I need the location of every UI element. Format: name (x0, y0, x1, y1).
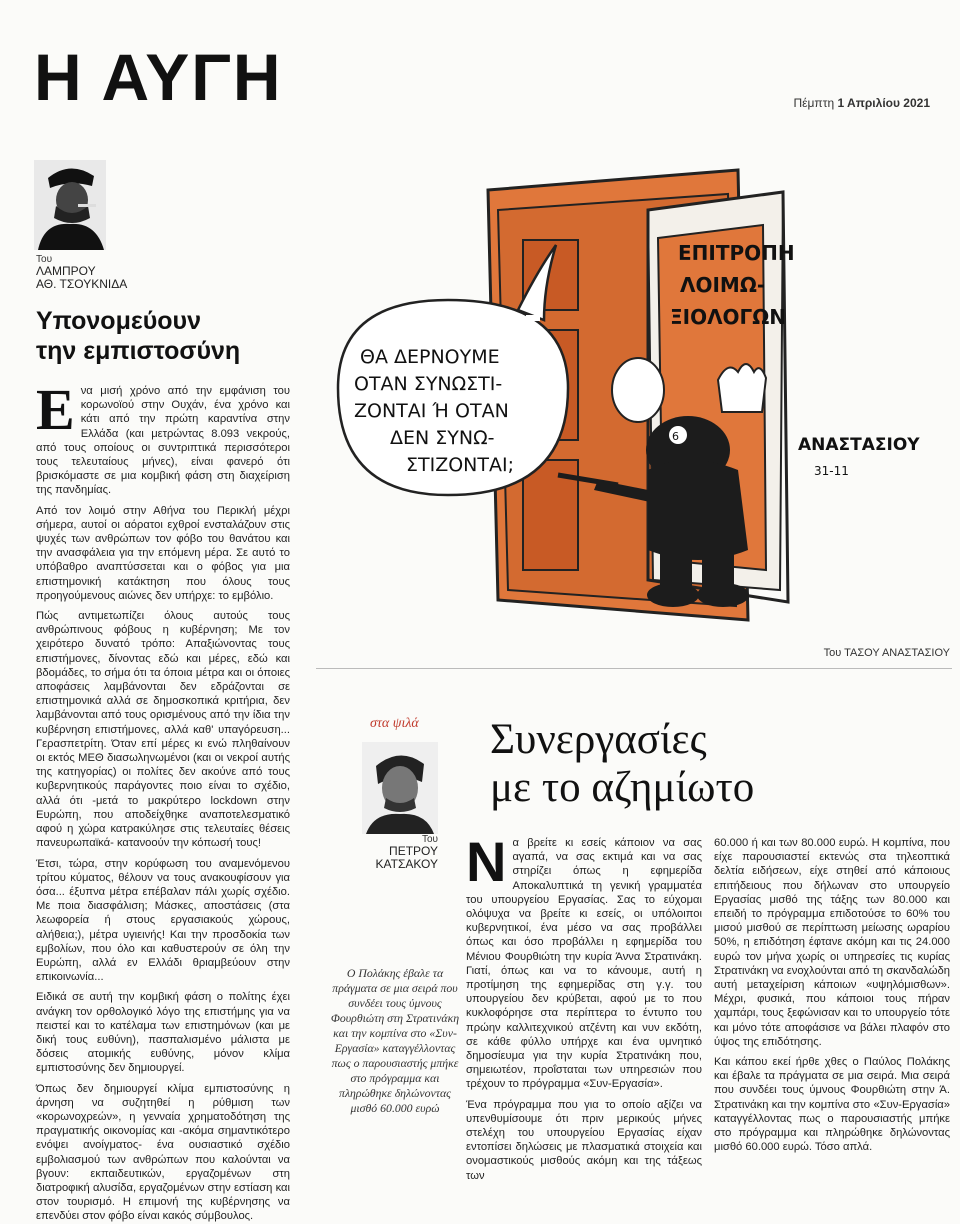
door-sign-line1: ΕΠΙΤΡΟΠΗ (678, 241, 795, 265)
author-first: ΠΕΤΡΟΥ (389, 844, 438, 858)
bubble-line2: ΟΤΑΝ ΣΥΝΩΣΤΙ- (354, 373, 503, 395)
section-divider (316, 668, 952, 669)
date-weekday: Πέμπτη (793, 96, 835, 110)
author-first: ΛΑΜΠΡΟΥ (36, 264, 96, 278)
author-photo-tsouknidas (34, 160, 106, 250)
author-byline-1 (36, 254, 127, 291)
author-last: ΑΘ. ΤΣΟΥΚΝΙΔΑ (36, 277, 128, 291)
political-cartoon (318, 150, 950, 650)
article-body-2-right (714, 836, 950, 1186)
author-last: ΚΑΤΣΑΚΟΥ (375, 857, 438, 871)
door-sign-line2: ΛΟΙΜΩ- (680, 273, 766, 297)
masthead-title: Η ΑΥΓΗ (34, 40, 283, 114)
dropcap: Ε (36, 377, 75, 442)
svg-text:6: 6 (672, 430, 679, 443)
paragraph: Ένα πρόγραμμα που για το οποίο αξίζει να υπενθυμίσουμε ότι πριν μερικούς μήνες στελέχη του υπουργείου Εργασίας είχαν εντοπίσει δηλώσεις με πλασματικά στοιχεία και ονομαστικούς μισθούς ακόμη και της τάξεως των (466, 1098, 702, 1182)
peeking-head (612, 358, 664, 422)
paragraph: Ενα μισή χρόνο από την εμφάνιση του κορωνοϊού στην Ουχάν, ένα χρόνο και κάτι από την πρώτη καραντίνα στην Ελλάδα (και μετρώντας 8.093 νεκρούς, από τους οποίους οι συντριπτικά περισσότεροι τους τελευταίους μήνες), είναι φανερό ότι βρισκόμαστε σε μια κομβική φάση στη διαχείριση της πανδημίας. (36, 377, 290, 497)
paragraph: Έτσι, τώρα, στην κορύφωση του αναμενόμενου τρίτου κύματος, θέλουν να τους ανακουφίσουν για όσα... έξυπνα μέτρα επέβαλαν πάλι χωρίς σχέδιο. Με ποια διασφάλιση; Μάσκες, αποστάσεις (στα λεωφορεία ή στους εργασιακούς χώρους, αλήθεια;), μέτρα υγιεινής! Και την προσδοκία των εμβολίων, που όλο και καθυστερούν σε όλη την Ευρώπη, αλλά εν Ελλάδι θριαμβεύουν στην επικοινωνία... (36, 857, 290, 984)
paragraph: 60.000 ή και των 80.000 ευρώ. Η κομπίνα, που είχε παρουσιαστεί εκτενώς στα τηλεοπτικά δελτία ειδήσεων, είχε στηθεί από κάποιους επιτήδειους που δήλωναν στο υπουργείο Εργασίας μισθό της τάξης των 80.000 και επειδή το πρόγραμμα επιδοτούσε το 60% του μισού μισθού σε περίπτωση μείωσης ωραρίου 50%, η επιδότηση έφτανε ακόμη και τις 24.000 ευρώ τον μήνα χωρίς οι υπηρεσίες τις κυρίας Στρατινάκη να ενοχλούνται από τη σκανδαλώδη αυτή μεταχείριση κάποιων «υψηλόμισθων». Μέχρι, φυσικά, που κάποιοι τους πήραν χαμπάρι, τους ξεφώνισαν και το υπουργείο τότε και μόνο τότε αποφάσισε να βάλει πλαφόν στο ύψος της επιδότησης. (714, 837, 950, 1048)
door-sign-line3: ΞΙΟΛΟΓΩΝ (670, 305, 787, 329)
title2-line2: με το αζημίωτο (490, 764, 755, 811)
column-rubric: στα ψιλά (370, 716, 419, 731)
paragraph: Ειδικά σε αυτή την κομβική φάση ο πολίτης έχει ανάγκη τον ορθολογικό λόγο της επιστήμης για να πειστεί και το κατέλαμα των επιστημόνων (και με δική τους ευθύνη), πασπαλισμένο μάλιστα με δόσεις ατομικής ευθύνης, μόνον κλίμα εμπιστοσύνης δεν δημιουργεί. (36, 991, 290, 1075)
pull-quote: Ο Πολάκης έβαλε τα πράγματα σε μια σειρά που συνδέει τους ύμνους Φουρθιώτη στη Στρατινάκη και την κομπίνα στο «Συν-Εργασία» καταγγέλλοντας πως ο παρουσιαστής μπήκε στο πρόγραμμα και πληρώθηκε δηλώνοντας μισθό 60.000 ευρώ (330, 966, 460, 1115)
bubble-line4: ΔΕΝ ΣΥΝΩ- (390, 427, 495, 449)
title1-line2: την εμπιστοσύνη (36, 337, 241, 365)
article-title-2 (490, 716, 754, 812)
hand-icon (718, 364, 766, 412)
author-byline-2 (370, 834, 438, 871)
bubble-line5: ΣΤΙΖΟΝΤΑΙ; (406, 454, 515, 476)
author-photo-katsakos (362, 742, 438, 834)
paragraph: Από τον λοιμό στην Αθήνα του Περικλή μέχρι σήμερα, αυτοί οι αόρατοι εχθροί ενσταλάζουν στις ψυχές των ανθρώπων τον φόβο του θανάτου και την ανασφάλεια για την επόμενη μέρα. Σε αυτό το υπόβαθρο αναπτύσσεται και ο φόβος για μια επιστημονική κατάκτηση που όλους τους προηγούμενους αιώνες δεν υπήρχε: το εμβόλιο. (36, 504, 290, 602)
date-full: 1 Απριλίου 2021 (837, 96, 930, 110)
cartoon-signature-date: 31-11 (814, 464, 849, 478)
paragraph: Όπως δεν δημιουργεί κλίμα εμπιστοσύνης η άρνηση να συζητηθεί η ρύθμιση των «κορωνοχρεών», η γενναία χρηματοδότηση της πραγματικής οικονομίας και -ακόμα σημαντικότερο ενόψει ανοίγματος- ένα ουσιαστικό σχέδιο εμβολιασμού των ανθρώπων που καλούνται να βγουν: εκπαιδευτικών, εργαζομένων στη διατροφική αλυσίδα, εργαζομένων στην εστίαση και στον τουρισμό. Η επιμονή της κυβέρνησης να επενδύει στον φόβο είναι κακός σύμβουλος. (36, 1082, 290, 1223)
cartoon-signature: ΑΝΑΣΤΑΣΙΟΥ (798, 435, 920, 455)
credit-name: ΤΑΣΟΥ ΑΝΑΣΤΑΣΙΟΥ (844, 647, 950, 659)
cartoon-credit (824, 647, 950, 659)
title1-line1: Υπονομεύουν (36, 307, 202, 335)
credit-by: Του (823, 647, 842, 659)
article-body-2-left (466, 830, 702, 1186)
title2-line1: Συνεργασίες (490, 716, 707, 763)
by-label: Του (36, 254, 53, 265)
article-title-1 (36, 306, 286, 366)
paragraph: Να βρείτε κι εσείς κάποιον να σας αγαπά, να σας εκτιμά και να σας στηρίζει όπως η εφημερίδα Αποκαλυπτικά τη γενική γραμματέα του υπουργείου Εργασίας. Σας το εύχομαι ολόψυχα να βρείτε κι εσείς, οι υπόλοιποι κυβερνητικοί, ένα μέσο να σας προβάλλει όπως και όσο προβάλλει η εφημερίδα του Μένιου Φουρθιώτη την κυρία Άννα Στρατινάκη. Γιατί, όπως και να το κάνουμε, αυτή η προτίμηση της εφημερίδας στη γ.γ. του υπουργείου δεν κρύβεται, αφού με το που κυκλοφόρησε στα περίπτερα το έντυπο του πρώην καλλιτεχνικού ατζέντη και νυν εκδότη, σε κάθε φύλλο υπήρχε και ένα υμνητικό δημοσίευμα για την κυρία Στρατινάκη που, σημειωτέον, προΐσταται των υπηρεσιών που τρέχουν το πρόγραμμα «Συν-Εργασία». (466, 830, 702, 1091)
paragraph: Πώς αντιμετωπίζει όλους αυτούς τους ανθρώπινους φόβους η κυβέρνηση; Με τον χειρότερο δυνατό τρόπο: Απαξιώνοντας τους επιστήμονες, δίνοντας εδώ και μέρες, εδώ και βδομάδες, το σήμα ότι τα όποια μέτρα και οι όποιες αποφάσεις λαμβάνονται δεν εδράζονται σε επιστημονικά αλλά σε δημοσκοπικά κριτήρια, δεν λαμβάνονται από τους ορισμένους από την ίδια την κυβέρνηση επιστήμονες, αλλά καθ' υπαγόρευση... Γερασπετρίτη. Όταν επί μέρες κι ενώ πληθαίνουν οι εκτός ΜΕΘ διασωληνωμένοι (και οι νεκροί αυτής της κατηγορίας) οι πολίτες δεν ακούνε από τους κυβερνητικούς παράγοντες ποιο είναι το σχέδιο, αλλά ότι -μετά το μακρύτερο lockdown στην Ευρώπη, που αποδείχθηκε αναποτελεσματικό αφού η χώρα κατρακύλησε στις τελευταίες θέσεις πανευρωπαϊκά- κατανοούν την κόπωσή τους! (36, 610, 290, 850)
issue-date (794, 96, 931, 110)
article-body-1 (36, 377, 290, 1223)
dropcap: Ν (466, 830, 507, 893)
paragraph: Και κάπου εκεί ήρθε χθες ο Παύλος Πολάκης και έβαλε τα πράγματα σε μια σειρά. Μια σειρά που συνδέει τους ύμνους Φουρθιώτη στην Ά. Στρατινάκη και την κομπίνα στο «Συν-Εργασία» καταγγέλλοντας πως ο παρουσιαστής μπήκε στο πρόγραμμα και πληρώθηκε δηλώνοντας μισθό 60.000 ευρώ. Τόσο απλά. (714, 1056, 950, 1154)
bubble-line1: ΘΑ ΔΕΡΝΟΥΜΕ (360, 346, 500, 368)
bubble-line3: ΖΟΝΤΑΙ Ή ΟΤΑΝ (354, 400, 509, 422)
by-label: Του (421, 834, 438, 845)
